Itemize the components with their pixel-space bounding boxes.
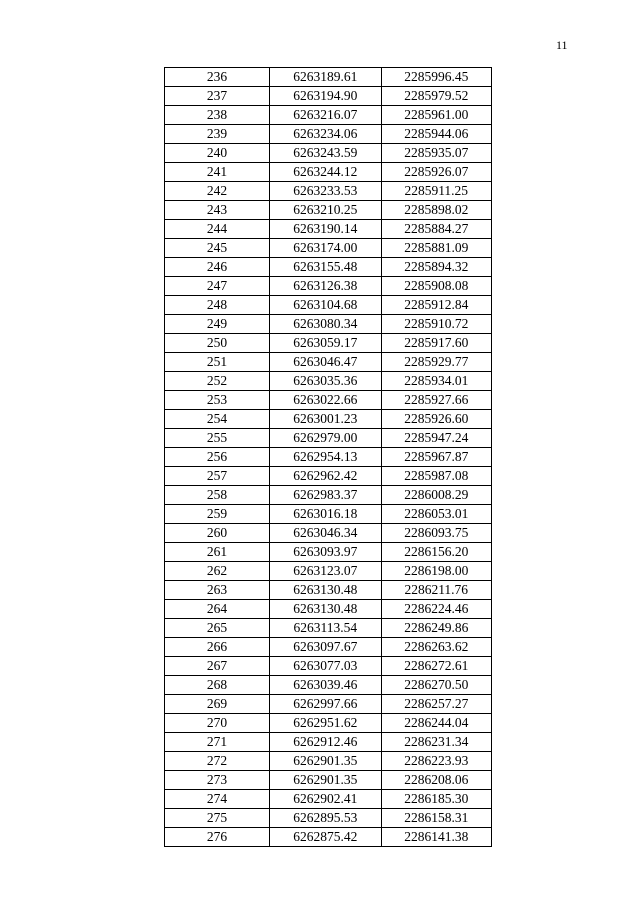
table-row xyxy=(165,201,492,220)
point-number-cell: 243 xyxy=(165,201,270,220)
x-coordinate-cell: 6263155.48 xyxy=(270,258,381,277)
y-coordinate-cell: 2286156.20 xyxy=(381,543,492,562)
y-coordinate-cell: 2286093.75 xyxy=(381,524,492,543)
table-row xyxy=(165,733,492,752)
y-coordinate-cell: 2286272.61 xyxy=(381,657,492,676)
y-coordinate-cell: 2285912.84 xyxy=(381,296,492,315)
x-coordinate-cell: 6262951.62 xyxy=(270,714,381,733)
y-coordinate-cell: 2285926.60 xyxy=(381,410,492,429)
y-coordinate-cell: 2285996.45 xyxy=(381,68,492,87)
table-row xyxy=(165,87,492,106)
table-row xyxy=(165,296,492,315)
point-number-cell: 267 xyxy=(165,657,270,676)
point-number-cell: 273 xyxy=(165,771,270,790)
point-number-cell: 242 xyxy=(165,182,270,201)
y-coordinate-cell: 2285910.72 xyxy=(381,315,492,334)
table-row xyxy=(165,809,492,828)
table-row xyxy=(165,448,492,467)
table-row xyxy=(165,258,492,277)
table-row xyxy=(165,600,492,619)
table-row xyxy=(165,771,492,790)
point-number-cell: 254 xyxy=(165,410,270,429)
table-row xyxy=(165,790,492,809)
x-coordinate-cell: 6263022.66 xyxy=(270,391,381,410)
table-row xyxy=(165,429,492,448)
y-coordinate-cell: 2285908.08 xyxy=(381,277,492,296)
x-coordinate-cell: 6263126.38 xyxy=(270,277,381,296)
y-coordinate-cell: 2285987.08 xyxy=(381,467,492,486)
point-number-cell: 265 xyxy=(165,619,270,638)
point-number-cell: 261 xyxy=(165,543,270,562)
x-coordinate-cell: 6263123.07 xyxy=(270,562,381,581)
y-coordinate-cell: 2286257.27 xyxy=(381,695,492,714)
coordinates-table-body xyxy=(165,68,492,847)
x-coordinate-cell: 6262901.35 xyxy=(270,771,381,790)
table-row xyxy=(165,353,492,372)
y-coordinate-cell: 2285911.25 xyxy=(381,182,492,201)
table-row xyxy=(165,543,492,562)
point-number-cell: 276 xyxy=(165,828,270,847)
x-coordinate-cell: 6262954.13 xyxy=(270,448,381,467)
point-number-cell: 271 xyxy=(165,733,270,752)
table-row xyxy=(165,410,492,429)
table-row xyxy=(165,239,492,258)
point-number-cell: 262 xyxy=(165,562,270,581)
point-number-cell: 272 xyxy=(165,752,270,771)
x-coordinate-cell: 6262962.42 xyxy=(270,467,381,486)
table-row xyxy=(165,524,492,543)
y-coordinate-cell: 2286053.01 xyxy=(381,505,492,524)
point-number-cell: 244 xyxy=(165,220,270,239)
y-coordinate-cell: 2285935.07 xyxy=(381,144,492,163)
y-coordinate-cell: 2285934.01 xyxy=(381,372,492,391)
y-coordinate-cell: 2286008.29 xyxy=(381,486,492,505)
y-coordinate-cell: 2285929.77 xyxy=(381,353,492,372)
y-coordinate-cell: 2286185.30 xyxy=(381,790,492,809)
table-row xyxy=(165,391,492,410)
y-coordinate-cell: 2285881.09 xyxy=(381,239,492,258)
y-coordinate-cell: 2285947.24 xyxy=(381,429,492,448)
x-coordinate-cell: 6262983.37 xyxy=(270,486,381,505)
y-coordinate-cell: 2285917.60 xyxy=(381,334,492,353)
y-coordinate-cell: 2286211.76 xyxy=(381,581,492,600)
x-coordinate-cell: 6263216.07 xyxy=(270,106,381,125)
x-coordinate-cell: 6263210.25 xyxy=(270,201,381,220)
point-number-cell: 237 xyxy=(165,87,270,106)
y-coordinate-cell: 2285898.02 xyxy=(381,201,492,220)
y-coordinate-cell: 2286158.31 xyxy=(381,809,492,828)
x-coordinate-cell: 6263130.48 xyxy=(270,600,381,619)
point-number-cell: 238 xyxy=(165,106,270,125)
x-coordinate-cell: 6263233.53 xyxy=(270,182,381,201)
y-coordinate-cell: 2285979.52 xyxy=(381,87,492,106)
x-coordinate-cell: 6263244.12 xyxy=(270,163,381,182)
table-row xyxy=(165,657,492,676)
x-coordinate-cell: 6263093.97 xyxy=(270,543,381,562)
point-number-cell: 260 xyxy=(165,524,270,543)
x-coordinate-cell: 6263243.59 xyxy=(270,144,381,163)
y-coordinate-cell: 2285944.06 xyxy=(381,125,492,144)
point-number-cell: 251 xyxy=(165,353,270,372)
table-row xyxy=(165,182,492,201)
x-coordinate-cell: 6263001.23 xyxy=(270,410,381,429)
x-coordinate-cell: 6263194.90 xyxy=(270,87,381,106)
point-number-cell: 252 xyxy=(165,372,270,391)
y-coordinate-cell: 2286244.04 xyxy=(381,714,492,733)
x-coordinate-cell: 6263113.54 xyxy=(270,619,381,638)
y-coordinate-cell: 2286208.06 xyxy=(381,771,492,790)
y-coordinate-cell: 2285961.00 xyxy=(381,106,492,125)
x-coordinate-cell: 6263039.46 xyxy=(270,676,381,695)
x-coordinate-cell: 6263035.36 xyxy=(270,372,381,391)
x-coordinate-cell: 6263234.06 xyxy=(270,125,381,144)
table-row xyxy=(165,372,492,391)
x-coordinate-cell: 6263104.68 xyxy=(270,296,381,315)
x-coordinate-cell: 6262979.00 xyxy=(270,429,381,448)
table-row xyxy=(165,695,492,714)
x-coordinate-cell: 6262901.35 xyxy=(270,752,381,771)
x-coordinate-cell: 6262902.41 xyxy=(270,790,381,809)
x-coordinate-cell: 6263016.18 xyxy=(270,505,381,524)
x-coordinate-cell: 6263174.00 xyxy=(270,239,381,258)
x-coordinate-cell: 6262875.42 xyxy=(270,828,381,847)
table-row xyxy=(165,68,492,87)
point-number-cell: 240 xyxy=(165,144,270,163)
y-coordinate-cell: 2286198.00 xyxy=(381,562,492,581)
table-row xyxy=(165,619,492,638)
table-row xyxy=(165,714,492,733)
point-number-cell: 269 xyxy=(165,695,270,714)
point-number-cell: 255 xyxy=(165,429,270,448)
table-row xyxy=(165,144,492,163)
table-row xyxy=(165,277,492,296)
point-number-cell: 256 xyxy=(165,448,270,467)
point-number-cell: 263 xyxy=(165,581,270,600)
x-coordinate-cell: 6263046.47 xyxy=(270,353,381,372)
table-row xyxy=(165,676,492,695)
x-coordinate-cell: 6262912.46 xyxy=(270,733,381,752)
table-row xyxy=(165,467,492,486)
x-coordinate-cell: 6263046.34 xyxy=(270,524,381,543)
table-row xyxy=(165,220,492,239)
table-row xyxy=(165,562,492,581)
table-row xyxy=(165,315,492,334)
table-row xyxy=(165,638,492,657)
x-coordinate-cell: 6263077.03 xyxy=(270,657,381,676)
y-coordinate-cell: 2285926.07 xyxy=(381,163,492,182)
point-number-cell: 250 xyxy=(165,334,270,353)
y-coordinate-cell: 2286141.38 xyxy=(381,828,492,847)
point-number-cell: 268 xyxy=(165,676,270,695)
y-coordinate-cell: 2286249.86 xyxy=(381,619,492,638)
point-number-cell: 239 xyxy=(165,125,270,144)
point-number-cell: 257 xyxy=(165,467,270,486)
x-coordinate-cell: 6262895.53 xyxy=(270,809,381,828)
x-coordinate-cell: 6263189.61 xyxy=(270,68,381,87)
point-number-cell: 275 xyxy=(165,809,270,828)
point-number-cell: 236 xyxy=(165,68,270,87)
point-number-cell: 258 xyxy=(165,486,270,505)
table-row xyxy=(165,106,492,125)
x-coordinate-cell: 6263097.67 xyxy=(270,638,381,657)
point-number-cell: 270 xyxy=(165,714,270,733)
page-number: 11 xyxy=(556,38,568,52)
x-coordinate-cell: 6263190.14 xyxy=(270,220,381,239)
point-number-cell: 246 xyxy=(165,258,270,277)
x-coordinate-cell: 6263080.34 xyxy=(270,315,381,334)
x-coordinate-cell: 6263130.48 xyxy=(270,581,381,600)
table-row xyxy=(165,334,492,353)
point-number-cell: 274 xyxy=(165,790,270,809)
point-number-cell: 253 xyxy=(165,391,270,410)
table-row xyxy=(165,163,492,182)
table-row xyxy=(165,828,492,847)
y-coordinate-cell: 2286270.50 xyxy=(381,676,492,695)
y-coordinate-cell: 2286263.62 xyxy=(381,638,492,657)
point-number-cell: 245 xyxy=(165,239,270,258)
y-coordinate-cell: 2285967.87 xyxy=(381,448,492,467)
point-number-cell: 259 xyxy=(165,505,270,524)
y-coordinate-cell: 2285927.66 xyxy=(381,391,492,410)
point-number-cell: 248 xyxy=(165,296,270,315)
point-number-cell: 247 xyxy=(165,277,270,296)
table-row xyxy=(165,505,492,524)
point-number-cell: 241 xyxy=(165,163,270,182)
table-row xyxy=(165,486,492,505)
x-coordinate-cell: 6263059.17 xyxy=(270,334,381,353)
x-coordinate-cell: 6262997.66 xyxy=(270,695,381,714)
point-number-cell: 266 xyxy=(165,638,270,657)
coordinates-table xyxy=(164,67,492,847)
table-row xyxy=(165,581,492,600)
table-row xyxy=(165,752,492,771)
point-number-cell: 264 xyxy=(165,600,270,619)
table-row xyxy=(165,125,492,144)
y-coordinate-cell: 2286224.46 xyxy=(381,600,492,619)
point-number-cell: 249 xyxy=(165,315,270,334)
y-coordinate-cell: 2286231.34 xyxy=(381,733,492,752)
y-coordinate-cell: 2285894.32 xyxy=(381,258,492,277)
y-coordinate-cell: 2285884.27 xyxy=(381,220,492,239)
y-coordinate-cell: 2286223.93 xyxy=(381,752,492,771)
